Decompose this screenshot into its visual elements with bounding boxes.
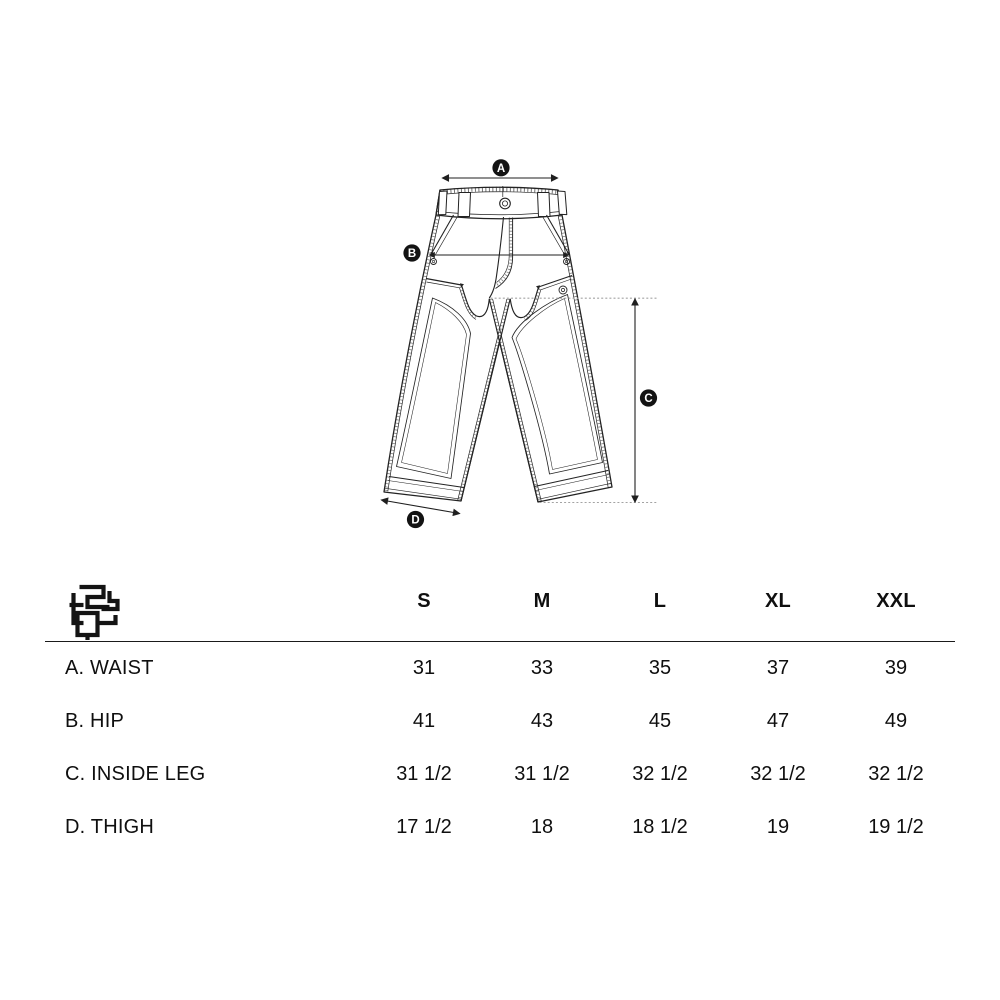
size-column-header-s: S [417, 590, 431, 612]
pants-technical-drawing [340, 140, 720, 560]
measurement-value: 32 1/2 [632, 763, 688, 785]
brand-monogram-logo [63, 579, 124, 641]
belt-loop [438, 191, 447, 215]
size-column-header-xl: XL [765, 590, 791, 612]
table-row-inside-leg [45, 748, 955, 801]
measurement-value: 49 [884, 710, 908, 732]
size-table-header [45, 562, 955, 642]
measurement-value: 39 [884, 657, 908, 679]
measurement-value: 37 [766, 657, 790, 679]
badge-c-letter: C [644, 393, 653, 406]
measurement-value: 32 1/2 [868, 763, 924, 785]
badge-b-letter: B [407, 248, 417, 261]
size-column-header-m: M [533, 590, 551, 612]
table-row-thigh [45, 801, 955, 854]
measurement-value: 41 [412, 710, 436, 732]
measurement-value: 17 1/2 [396, 816, 452, 838]
size-table [45, 562, 955, 854]
size-column-header-xxl: XXL [876, 590, 916, 612]
belt-loop [458, 193, 471, 217]
measurement-value: 18 [530, 816, 554, 838]
logo-cell [45, 562, 365, 642]
measurement-value: 45 [648, 710, 672, 732]
measurement-value: 31 1/2 [396, 763, 452, 785]
measurement-value: 31 1/2 [514, 763, 570, 785]
measurement-value: 18 1/2 [632, 816, 688, 838]
table-row-waist [45, 642, 955, 695]
row-label: A. WAIST [65, 657, 154, 679]
measurement-value: 19 [766, 816, 790, 838]
badge-a-letter: A [496, 162, 506, 175]
belt-loop [558, 191, 567, 215]
row-label: C. INSIDE LEG [65, 763, 206, 785]
measurement-value: 32 1/2 [750, 763, 806, 785]
size-column-header-l: L [653, 590, 667, 612]
row-label: B. HIP [65, 710, 124, 732]
thigh-dimension-arrow [382, 500, 460, 514]
measurement-value: 35 [648, 657, 672, 679]
table-row-hip [45, 695, 955, 748]
measurement-value: 47 [766, 710, 790, 732]
belt-loop [538, 193, 551, 217]
row-label: D. THIGH [65, 816, 155, 838]
measurement-value: 31 [412, 657, 436, 679]
measurement-value: 19 1/2 [868, 816, 924, 838]
measurement-value: 33 [530, 657, 554, 679]
measurement-value: 43 [530, 710, 554, 732]
badge-d-letter: D [411, 514, 420, 527]
